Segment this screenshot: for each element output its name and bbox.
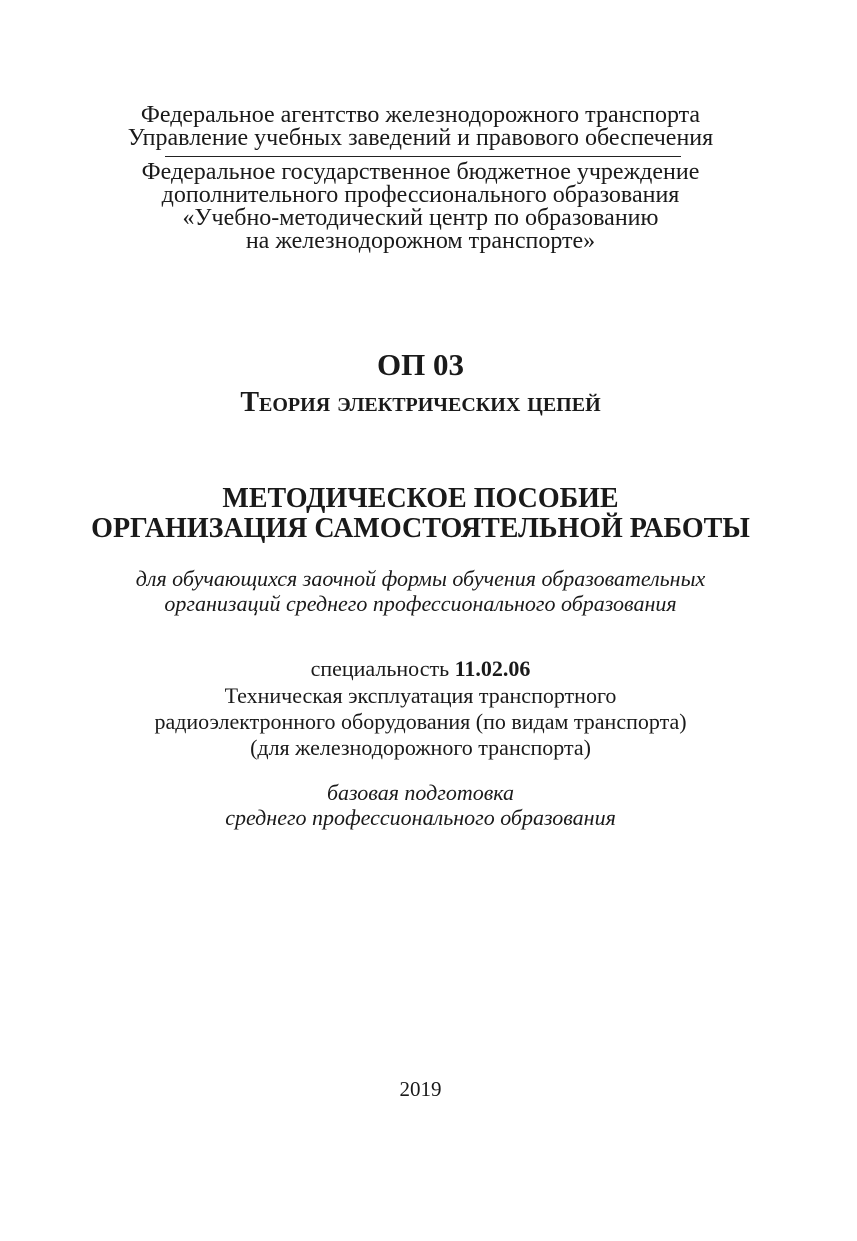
header-divider — [165, 156, 681, 157]
discipline-code: ОП 03 — [377, 347, 464, 382]
specialty-name-line-2: радиоэлектронного оборудования (по видам транспорта) — [154, 709, 687, 734]
specialty-line — [0, 656, 841, 682]
specialty-name-line-3: (для железнодорожного транспорта) — [250, 735, 591, 760]
department-name: Управление учебных заведений и правового обеспечения — [127, 125, 714, 151]
specialty-code: 11.02.06 — [454, 656, 531, 681]
document-title-line-2: ОРГАНИЗАЦИЯ САМОСТОЯТЕЛЬНОЙ РАБОТЫ — [91, 513, 750, 544]
training-line-2: среднего профессионального образования — [225, 805, 616, 830]
publication-year: 2019 — [399, 1077, 442, 1101]
institution-line-4: на железнодорожном транспорте» — [245, 228, 596, 254]
discipline-name: Теория электрических цепей — [240, 387, 601, 418]
institution-line-2: дополнительного профессионального образования — [161, 182, 680, 208]
institution-line-1: Федеральное государственное бюджетное учреждение — [141, 159, 700, 185]
agency-name: Федеральное агентство железнодорожного транспорта — [140, 102, 701, 128]
audience-line-1: для обучающихся заочной формы обучения образовательных — [135, 566, 706, 591]
training-line-1: базовая подготовка — [326, 780, 515, 805]
specialty-label: специальность — [310, 656, 450, 681]
audience-line-2: организаций среднего профессионального образования — [164, 591, 677, 616]
institution-line-3: «Учебно-методический центр по образованию — [182, 205, 659, 231]
document-title-line-1: МЕТОДИЧЕСКОЕ ПОСОБИЕ — [222, 483, 619, 514]
specialty-name-line-1: Техническая эксплуатация транспортного — [224, 683, 617, 708]
